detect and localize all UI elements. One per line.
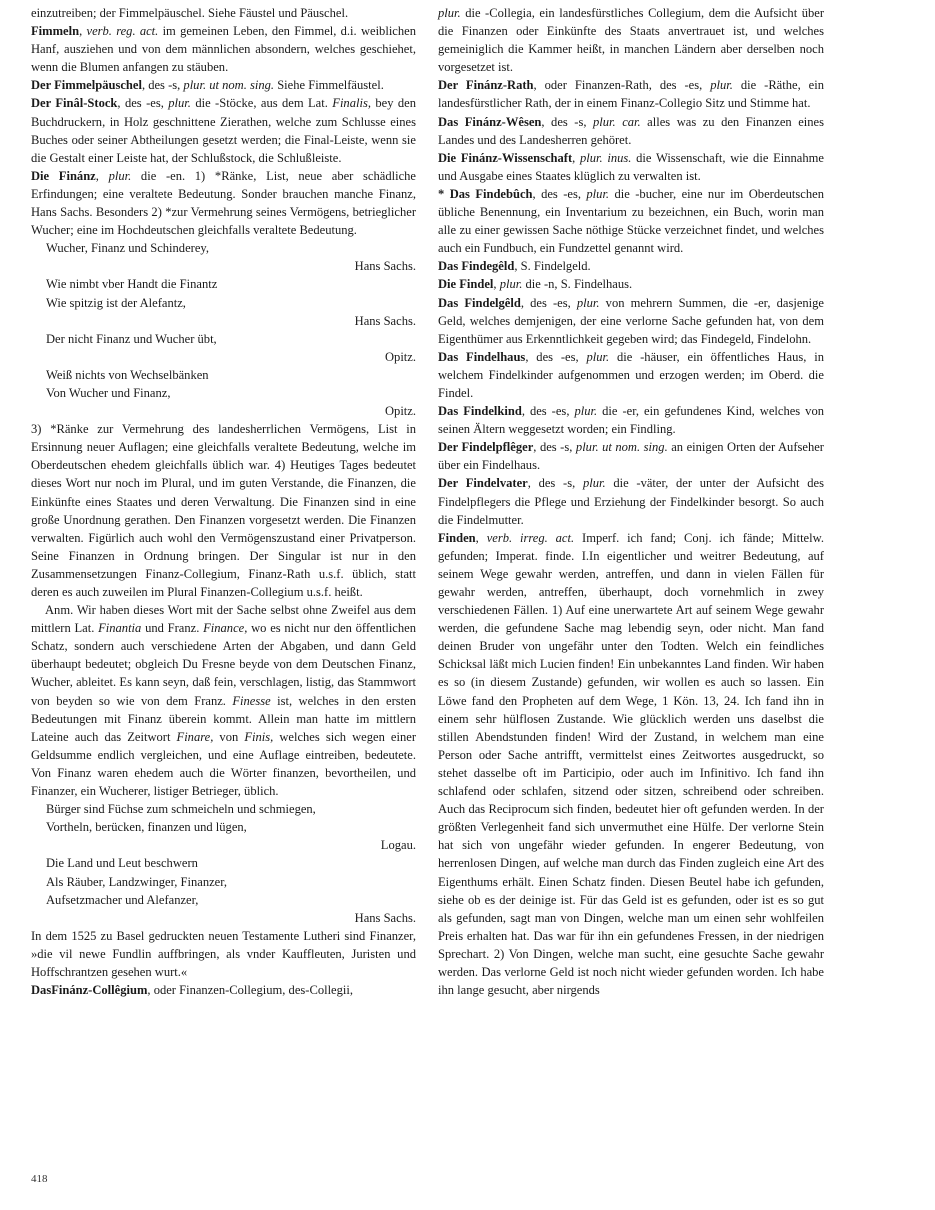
headword: Finden [438, 530, 476, 545]
text-run: einzutreiben; der Fimmelpäuschel. Siehe Fäustel und Päuschel. [31, 6, 349, 20]
grammar-abbrev: plur. [574, 404, 598, 419]
verse-line [31, 891, 416, 909]
headword: Der Finánz-Rath [438, 78, 534, 93]
grammar-abbrev: plur. [576, 295, 600, 310]
grammar-abbrev: plur. [108, 168, 132, 183]
text-run: und Franz. [141, 621, 204, 636]
text-run: die -bucher, eine nur im Oberdeutschen übliche Benennung, ein Inventarium zu bezeichnen, ein Buch, worin man alle zu einer gewissen Sache nöthige Stücke verzeichnet findet, und welches auch ein Fundbuch, ein Fundzettel genannt wird. [438, 186, 824, 256]
text-run: , des -es, [520, 295, 577, 310]
grammar-abbrev: verb. reg. act. [86, 24, 159, 39]
text-run: im gemeinen Leben, den Fimmel, d.i. weiblichen Hanf, ausziehen und von dem männlichen absondern, welches geschiehet, wenn die Blumen anfangen zu stäuben. [31, 24, 416, 75]
entry-paragraph [438, 185, 824, 257]
headword: Der Findelvater [438, 476, 528, 491]
verse-line [31, 873, 416, 891]
text-run: ist, welches in den ersten Bedeutungen mit Finanz überein kommt. Allein man hatte im mittlern Lateine auch das Zeitwort [31, 693, 416, 744]
entry-paragraph [438, 113, 824, 149]
text-run: Hans Sachs. [354, 259, 416, 274]
source-attribution [31, 836, 416, 854]
grammar-abbrev: plur. [499, 277, 523, 292]
text-run: die -väter, der unter der Aufsicht des Findelpflegers die Pflege und Erziehung der Findelkinder besorgt. So auch die Findelmutter. [438, 476, 824, 527]
text-run: die -häuser, ein öffentliches Haus, in welchem Findelkinder aufgenommen und erzogen werden; im Oberd. die Findel. [438, 349, 824, 400]
source-attribution [31, 402, 416, 420]
entry-paragraph [438, 257, 824, 275]
verse-line [31, 366, 416, 384]
text-run: , [475, 530, 487, 545]
headword: Fimmeln [31, 24, 80, 39]
grammar-abbrev: plur. car. [593, 114, 641, 129]
text-run: , oder Finanzen-Collegium, des-Collegii, [147, 983, 354, 998]
entry-paragraph [438, 348, 824, 402]
text-run: die -n, S. Findelhaus. [522, 277, 633, 292]
text-run: die -Stöcke, aus dem Lat. [190, 96, 333, 111]
entry-paragraph [438, 275, 824, 293]
grammar-abbrev: Finantia [98, 621, 142, 636]
text-run: , [79, 24, 87, 39]
entry-paragraph [31, 167, 416, 239]
text-run: welches sich wegen einer Geldsumme endlich vergleichen, und eine Auflage eintreiben, bedeutete. Von Finanz waren ehedem auch die Wörter finanzen, bevortheilen, und Finanzer, ein Wucherer, listiger Betrieger, üblich. [31, 729, 416, 799]
text-run: Hans Sachs. [354, 910, 416, 925]
grammar-abbrev: Finesse [232, 693, 271, 708]
verse-line [31, 818, 416, 836]
text-run: Wucher, Finanz und Schinderey, [46, 241, 209, 256]
text-run: die -en. 1) *Ränke, List, neue aber schädliche Erfindungen; eine veraltete Bedeutung. Sonder brauchen manche Finanz, Hans Sachs. Besonders 2) *zur Vermehrung seines Vermögens, betrieglicher Wucher; eine im Hochdeutschen gleichfalls veraltete Bedeutung. [31, 168, 416, 238]
text-run: Vortheln, berücken, finanzen und lügen, [46, 820, 247, 835]
text-run: alles was zu den Finanzen eines Landes und des Landesherren gehöret. [438, 114, 824, 147]
headword: Das Findegêld [438, 259, 515, 274]
text-run: Die Land und Leut beschwern [46, 856, 198, 871]
headword: Der Findelpflêger [438, 440, 534, 455]
entry-paragraph [438, 4, 824, 76]
source-attribution [31, 257, 416, 275]
grammar-abbrev: plur. [586, 349, 610, 364]
text-run: Siehe Fimmelfäustel. [274, 78, 384, 93]
text-run: , [572, 150, 580, 165]
grammar-abbrev: Finare, [176, 729, 214, 744]
grammar-abbrev: Finance, [203, 621, 248, 636]
headword: Die Findel [438, 277, 494, 292]
text-run: Logau. [380, 838, 416, 853]
text-run: bey den Buchdruckern, in Holz geschnittene Zierathen, welche zum Schlusse eines Buches oder seiner Abtheilungen gesetzt werden; die Final-Leiste, wenn sie die Gestalt einer Leiste hat, der Schlußstock, die Schlußleiste. [31, 96, 417, 165]
text-run: von [213, 729, 245, 744]
right-column [438, 4, 824, 999]
text-run: , des -s, [141, 78, 184, 93]
verse-line [31, 239, 416, 257]
text-run: Opitz. [384, 349, 416, 364]
text-run: Wie nimbt vber Handt die Finantz [46, 277, 218, 292]
text-run: die Wissenschaft, wie die Einnahme und Ausgabe eines Staates klüglich zu verwalten ist. [438, 150, 824, 183]
verse-line [31, 275, 416, 293]
text-run: , [493, 277, 500, 292]
text-run: Anm. Wir haben dieses Wort mit der Sache selbst ohne Zweifel aus dem mittlern Lat. [31, 603, 416, 636]
text-run: , des -s, [527, 476, 583, 491]
grammar-abbrev: plur. ut nom. sing. [575, 440, 668, 455]
entry-paragraph [31, 94, 416, 166]
headword: Das Finánz-Wêsen [438, 114, 542, 129]
left-column [31, 4, 416, 999]
entry-paragraph [31, 420, 416, 601]
entry-paragraph [438, 402, 824, 438]
text-run: die -er, ein gefundenes Kind, welches von seinen Ältern weggesetzt worden; ein Findling. [438, 404, 824, 437]
grammar-abbrev: plur. ut nom. sing. [183, 78, 275, 93]
entry-paragraph [31, 927, 416, 981]
entry-paragraph [438, 76, 824, 112]
entry-paragraph [438, 149, 824, 185]
grammar-abbrev: plur. inus. [580, 150, 632, 165]
headword: Das Findelhaus [438, 349, 526, 364]
text-run: Der nicht Finanz und Wucher übt, [46, 331, 217, 346]
entry-paragraph [31, 981, 416, 999]
text-run: , des -s, [533, 440, 576, 455]
grammar-abbrev: Finalis, [332, 96, 371, 111]
grammar-abbrev: verb. irreg. act. [486, 530, 575, 545]
text-run: , des -s, [541, 114, 594, 129]
text-run: Als Räuber, Landzwinger, Finanzer, [46, 874, 228, 889]
text-run: , [95, 168, 109, 183]
text-run: Aufsetzmacher und Alefanzer, [46, 892, 199, 907]
grammar-abbrev: Finis, [244, 729, 274, 744]
text-run: , des -es, [532, 186, 587, 201]
text-run: , oder Finanzen-Rath, des -es, [533, 78, 711, 93]
text-run: Hans Sachs. [354, 313, 416, 328]
text-run: die -Räthe, ein landesfürstlicher Rath, der in einem Finanz-Collegio Sitz und Stimme hat. [438, 78, 824, 111]
headword: Die Finánz [31, 168, 96, 183]
text-run: Imperf. ich fand; Conj. ich fände; Mittelw. gefunden; Imperat. finde. I.In eigentlicher und weitrer Bedeutung, auf seinem Wege gewahr werden, antreffen, und dann in vielen Fällen für gewahr werden, antreffen, überhaupt, doch vornehmlich in zwey verschiedenen Fällen. 1) Auf eine unerwartete Art auf seinem Wege gewahr werden, die gefundene Sache mag lebendig seyn, oder nicht. Man fand deinen Bruder von ungefähr unter den Todten. Welch ein feindliches Schicksal läßt mich Lucien finden! Ein unbekanntes Land finden. Wir haben es so (in diesem Zustande) gefunden, wir wollen es auch so lassen. Ein Löwe fand den Propheten auf dem Wege, 1 Kön. 13, 24. Ich fand ihn in einem sehr hülflosen Zustande. Wie glücklich werden uns daselbst die stillen Abendstunden finden! Wird der Zustand, in welchem man eine Person oder Sache antrifft, vermittelst eines Zeitwortes ausgedruckt, so stehet dasselbe oft im Participio, oder auch im Infinitivo. Ich fand ihn schlafend oder schlafen, sitzend oder sitzen, schreibend oder schreiben. Auch das Reciprocum sich finden, bedeutet hier oft gefunden werden. In der größten Verlegenheit fand sich unvermuthet eine Hülfe. Der verlorne Stein hat sich von ungefähr wieder gefunden. In engerer Bedeutung, von herrenlosen Dingen, auf welche man durch das Finden zugleich eine Art des Eigenthums erhält. Einen Schatz finden. Diesen Beutel habe ich gefunden, siehe ob es der deinige ist. Für das Geld ist es gefunden, oder ist es so gut als gefunden, sagt man von Dingen, welche man um einen sehr wohlfeilen Preis erhalten hat. Das war für ihn ein gefundenes Fressen, in der niedrigen Sprechart. 2) Von Dingen, welche man sucht, eine gesuchte Sache gewahr werden. Das verlorne Geld ist noch nicht wieder gefunden worden. Ich habe ihn lange gesucht, aber nirgends [438, 530, 824, 998]
text-run: von mehrern Summen, die -er, dasjenige Geld, welches demjenigen, der eine verlorne Sache gefunden hat, von dem Eigenthümer aus Erkenntlichkeit gegeben wird; das Findegeld, Findelohn. [438, 295, 824, 346]
text-run: , des -es, [525, 349, 587, 364]
entry-paragraph [438, 294, 824, 348]
headword: Das Findelkind [438, 404, 522, 419]
entry-paragraph [31, 4, 416, 22]
text-run: Opitz. [384, 404, 416, 419]
entry-paragraph [31, 22, 416, 76]
headword: DasFinánz-Collêgium [31, 983, 148, 998]
text-run: Bürger sind Füchse zum schmeicheln und schmiegen, [46, 802, 316, 817]
note-paragraph [31, 601, 416, 800]
text-run: Von Wucher und Finanz, [46, 385, 171, 400]
verse-line [31, 384, 416, 402]
text-run: 3) *Ränke zur Vermehrung des landesherrlichen Vermögens, List in Ersinnung neuer Auflagen; eine gleichfalls veraltete Bedeutung, welche im Oberdeutschen ehedem gleichfalls üblich war. 4) Heutiges Tages bedeutet dieses Wort nur noch im Plural, und im guten Verstande, die Finanzen, die Einkünfte eines Staates und deren Verwaltung. Die Finanzen sind in eine große Unordnung gerathen. Den Finanzen vorgesetzt werden. Die Finanzen verwalten. Figürlich auch wohl den Vermögenszustand einer Privatperson. Seine Finanzen in Ordnung bringen. Der Singular ist nur in den Zusammensetzungen Finanz-Collegium, Finanz-Rath u.s.f. üblich, statt deren es auch zuweilen im Plural Finanzen-Collegium u.s.f. heißt. [31, 422, 416, 599]
text-run: wo es nicht nur den öffentlichen Schatz, sondern auch verschiedene Arten der Abgaben, und dann Geld überhaupt bedeutet; obgleich Du Fresne beyde von dem Deutschen Finanz, Wucher, ableitet. Es kann seyn, daß fein, verschlagen, listig, das Stammwort von beyden so wie von dem Franz. [31, 621, 416, 708]
headword: Der Fimmelpäuschel [31, 78, 142, 93]
source-attribution [31, 909, 416, 927]
text-run: die -Collegia, ein landesfürstliches Collegium, dem die Aufsicht über die Finanzen oder Einkünfte des Staats anvertrauet ist, und welches gemeiniglich die Kammer heißt, in manchen Ländern aber derselben noch vorgesetzet ist. [438, 6, 824, 75]
text-run: , des -es, [521, 404, 575, 419]
source-attribution [31, 312, 416, 330]
grammar-abbrev: plur. [710, 78, 733, 93]
verse-line [31, 294, 416, 312]
page-number: 418 [31, 1173, 48, 1185]
verse-line [31, 330, 416, 348]
headword: Die Finánz-Wissenschaft [438, 150, 573, 165]
grammar-abbrev: plur. [438, 6, 461, 20]
grammar-abbrev: plur. [586, 186, 610, 201]
grammar-abbrev: plur. [168, 96, 191, 111]
entry-paragraph [31, 76, 416, 94]
headword: * Das Findebûch [438, 186, 533, 201]
text-run: an einigen Orten der Aufseher über ein Findelhaus. [438, 440, 824, 473]
source-attribution [31, 348, 416, 366]
text-run: In dem 1525 zu Basel gedruckten neuen Testamente Lutheri sind Finanzer, »die vil newe Fundlin auffbringen, als vnder Kauffleuten, Juristen und Hoffschrantzen gesehen wurt.« [31, 928, 416, 979]
verse-line [31, 800, 416, 818]
grammar-abbrev: plur. [582, 476, 606, 491]
headword: Das Findelgêld [438, 295, 521, 310]
text-run: Wie spitzig ist der Alefantz, [46, 295, 186, 310]
text-run: Weiß nichts von Wechselbänken [46, 367, 209, 382]
entry-paragraph [438, 474, 824, 528]
verse-line [31, 854, 416, 872]
entry-paragraph [438, 529, 824, 999]
headword: Der Finâl-Stock [31, 96, 118, 111]
entry-paragraph [438, 438, 824, 474]
text-run: , des -es, [117, 96, 169, 111]
text-run: , S. Findelgeld. [514, 259, 591, 274]
